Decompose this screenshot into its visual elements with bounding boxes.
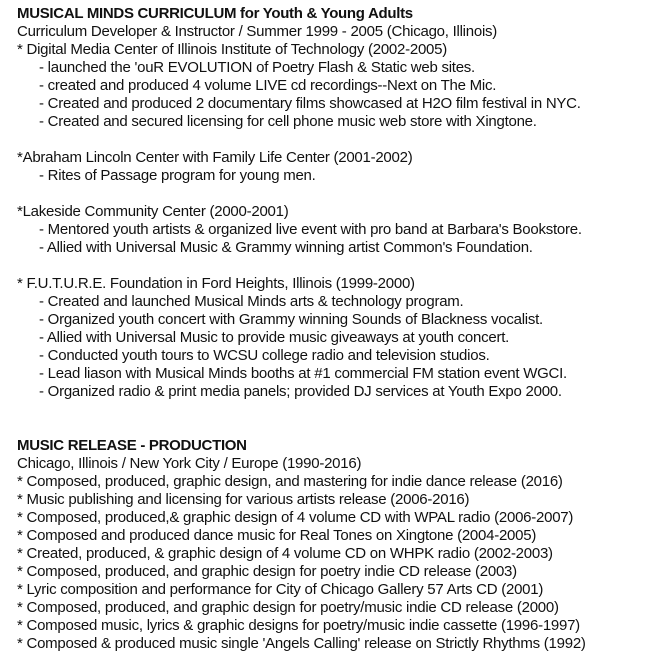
section-subtitle: Chicago, Illinois / New York City / Europe (1990-2016) (17, 455, 362, 472)
list-item: * Composed & produced music single 'Angels Calling' release on Strictly Rhythms (1992) (17, 635, 586, 652)
list-item: - Organized radio & print media panels; provided DJ services at Youth Expo 2000. (39, 383, 562, 400)
list-item: - launched the 'ouR EVOLUTION of Poetry Flash & Static web sites. (39, 59, 475, 76)
list-item: - created and produced 4 volume LIVE cd recordings--Next on The Mic. (39, 77, 497, 94)
group-title: * Digital Media Center of Illinois Institute of Technology (2002-2005) (17, 41, 447, 58)
section-heading: MUSICAL MINDS CURRICULUM for Youth & Young Adults (17, 5, 413, 22)
group-title: * F.U.T.U.R.E. Foundation in Ford Heights, Illinois (1999-2000) (17, 275, 415, 292)
list-item: * Composed, produced,& graphic design of 4 volume CD with WPAL radio (2006-2007) (17, 509, 574, 526)
group-digital-media-center (17, 41, 652, 131)
group-title: *Lakeside Community Center (2000-2001) (17, 203, 289, 220)
list-item: - Allied with Universal Music to provide music giveaways at youth concert. (39, 329, 510, 346)
list-item: - Rites of Passage program for young men. (39, 167, 316, 184)
group-lakeside-community-center (17, 203, 652, 257)
section-spacer (17, 401, 652, 437)
list-item: - Created and launched Musical Minds arts & technology program. (39, 293, 464, 310)
list-item: - Created and produced 2 documentary films showcased at H2O film festival in NYC. (39, 95, 581, 112)
spacer (17, 257, 652, 275)
list-item: * Composed, produced, and graphic design for poetry/music indie CD release (2000) (17, 599, 559, 616)
list-item: - Organized youth concert with Grammy winning Sounds of Blackness vocalist. (39, 311, 543, 328)
list-item: * Composed music, lyrics & graphic designs for poetry/music indie cassette (1996-1997) (17, 617, 580, 634)
list-item: * Composed, produced, and graphic design for poetry indie CD release (2003) (17, 563, 517, 580)
list-item: - Allied with Universal Music & Grammy winning artist Common's Foundation. (39, 239, 533, 256)
section-music-release (17, 437, 652, 653)
list-item: * Composed and produced dance music for Real Tones on Xingtone (2004-2005) (17, 527, 537, 544)
spacer (17, 185, 652, 203)
section-subtitle: Curriculum Developer & Instructor / Summer 1999 - 2005 (Chicago, Illinois) (17, 23, 498, 40)
list-item: - Mentored youth artists & organized live event with pro band at Barbara's Bookstore. (39, 221, 582, 238)
list-item: * Created, produced, & graphic design of 4 volume CD on WHPK radio (2002-2003) (17, 545, 553, 562)
list-item: * Music publishing and licensing for various artists release (2006-2016) (17, 491, 470, 508)
resume-document (17, 5, 652, 653)
group-future-foundation (17, 275, 652, 401)
group-title: *Abraham Lincoln Center with Family Life Center (2001-2002) (17, 149, 413, 166)
group-abraham-lincoln-center (17, 149, 652, 185)
list-item: - Conducted youth tours to WCSU college radio and television studios. (39, 347, 490, 364)
spacer (17, 131, 652, 149)
list-item: - Lead liason with Musical Minds booths at #1 commercial FM station event WGCI. (39, 365, 567, 382)
section-musical-minds (17, 5, 652, 401)
list-item: - Created and secured licensing for cell phone music web store with Xingtone. (39, 113, 537, 130)
list-item: * Lyric composition and performance for City of Chicago Gallery 57 Arts CD (2001) (17, 581, 544, 598)
section-heading: MUSIC RELEASE - PRODUCTION (17, 437, 247, 454)
list-item: * Composed, produced, graphic design, and mastering for indie dance release (2016) (17, 473, 563, 490)
